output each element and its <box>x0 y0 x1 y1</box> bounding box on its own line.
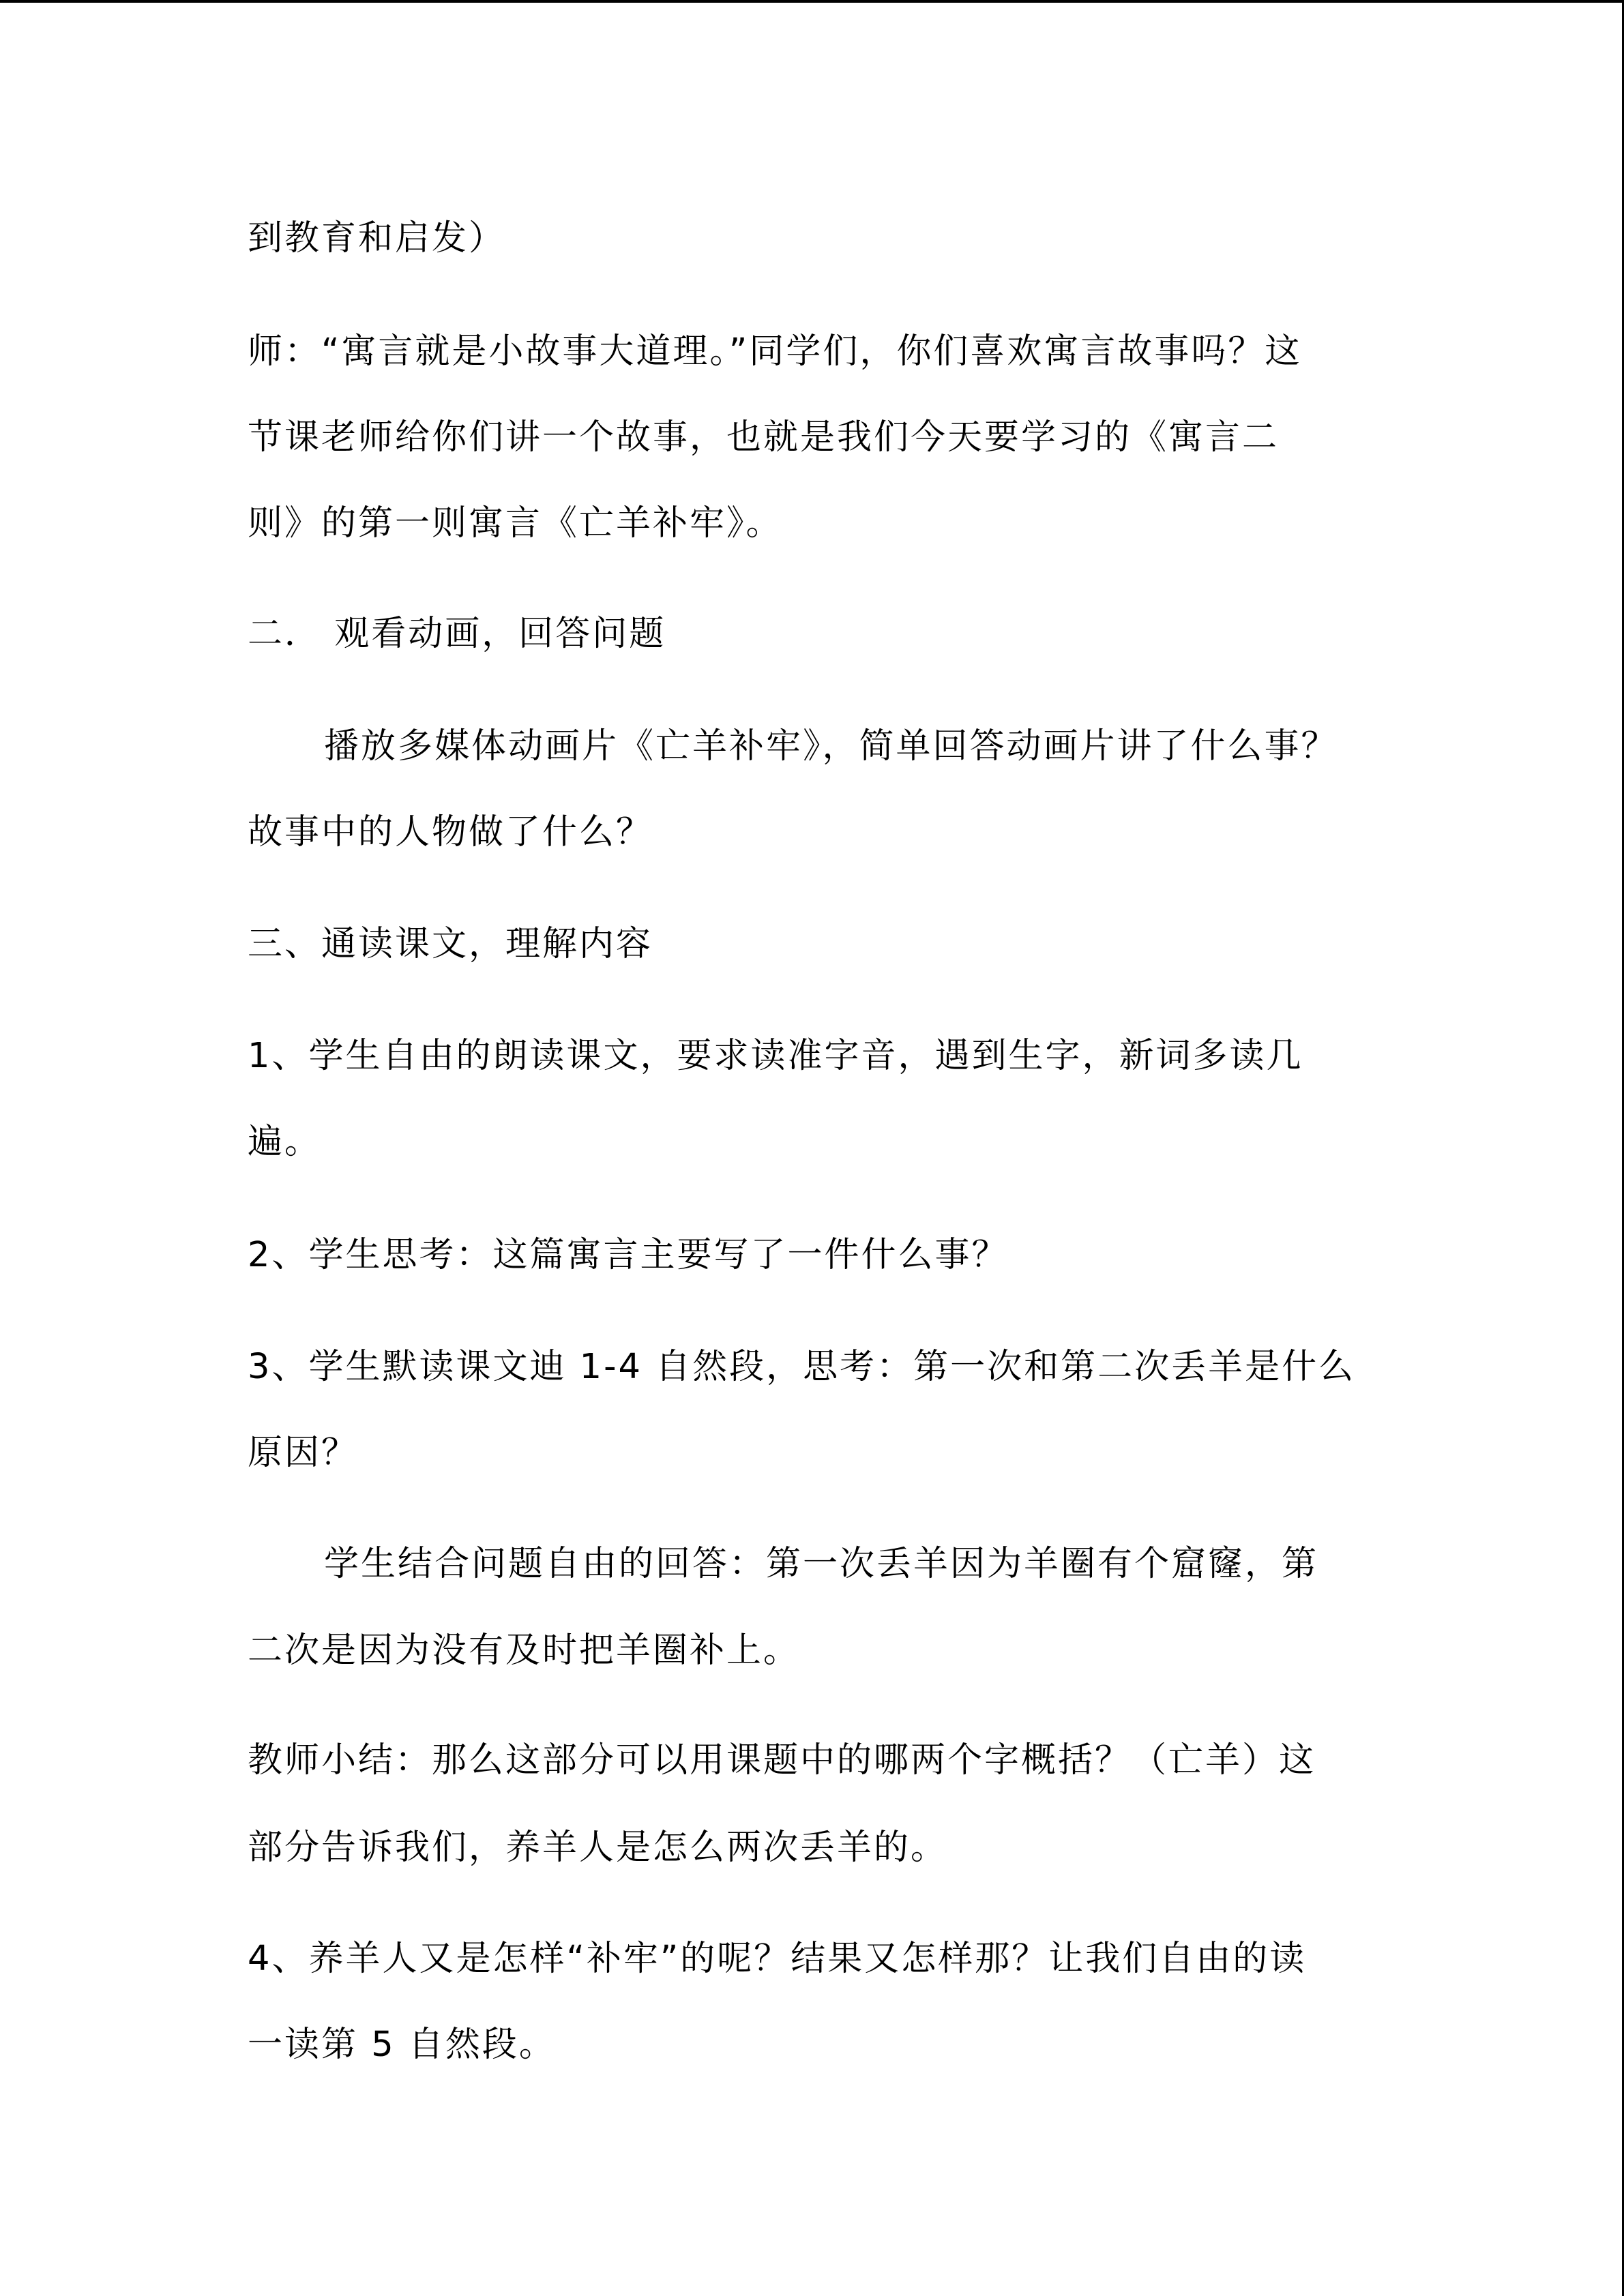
text-line: 到教育和启发） <box>248 218 506 258</box>
text-line: 3、学生默读课文迪 1-4 自然段，思考：第一次和第二次丢羊是什么 <box>248 1347 1356 1387</box>
text-line: 2、学生思考：这篇寓言主要写了一件什么事？ <box>248 1235 1009 1275</box>
text-line: 教师小结：那么这部分可以用课题中的哪两个字概括？（亡羊）这 <box>248 1740 1316 1780</box>
text-line: 则》的第一则寓言《亡羊补牢》。 <box>248 503 783 543</box>
text-line: 故事中的人物做了什么？ <box>248 812 653 852</box>
page-top-border <box>0 0 1624 3</box>
text-line: 二次是因为没有及时把羊圈补上。 <box>248 1630 801 1671</box>
text-line: 4、养羊人又是怎样“补牢”的呢？结果又怎样那？让我们自由的读 <box>248 1939 1307 1979</box>
text-line: 播放多媒体动画片《亡羊补牢》，简单回答动画片讲了什么事？ <box>324 726 1338 766</box>
text-line: 师：“寓言就是小故事大道理。”同学们，你们喜欢寓言故事吗？这 <box>248 331 1302 372</box>
text-line: 原因？ <box>248 1433 359 1473</box>
text-line: 1、学生自由的朗读课文，要求读准字音，遇到生字，新词多读几 <box>248 1036 1303 1076</box>
text-line: 部分告诉我们，养羊人是怎么两次丢羊的。 <box>248 1828 948 1868</box>
text-line: 一读第 5 自然段。 <box>248 2025 556 2065</box>
text-line: 遍。 <box>248 1122 322 1162</box>
section-heading: 三、通读课文，理解内容 <box>248 924 653 964</box>
section-heading: 二． 观看动画，回答问题 <box>248 614 666 654</box>
text-line: 节课老师给你们讲一个故事，也就是我们今天要学习的《寓言二 <box>248 417 1280 458</box>
text-line: 学生结合问题自由的回答：第一次丢羊因为羊圈有个窟窿，第 <box>324 1544 1319 1584</box>
